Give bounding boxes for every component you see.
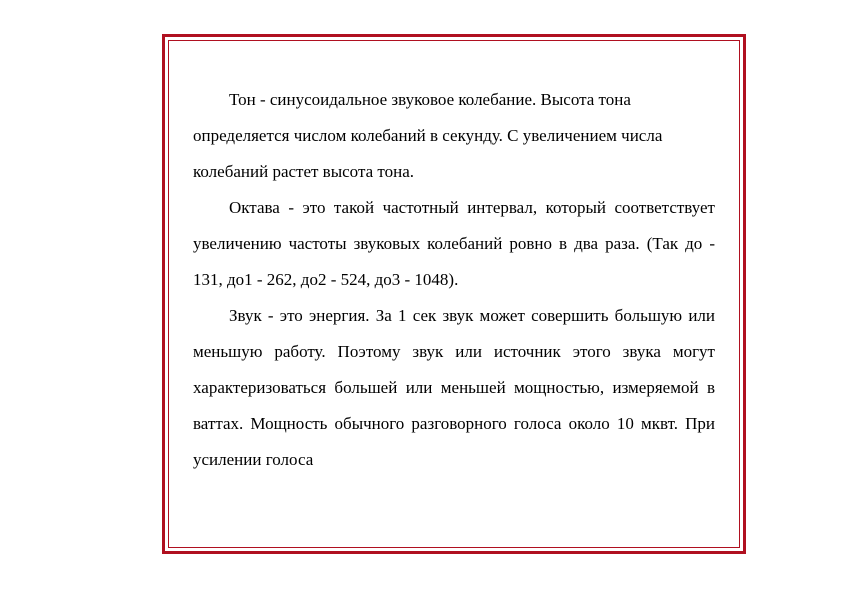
document-body (193, 82, 715, 527)
paragraph-tone: Тон - синусоидальное звуковое колебание. Высота тона определяется числом колебаний в секунду. С увеличением числа колебаний растет высота тона. (193, 90, 663, 181)
paragraph-octave: Октава - это такой частотный интервал, который соответствует увеличению частоты звуковых колебаний ровно в два раза. (Так до - 131, до1 - 262, до2 - 524, до3 - 1048). (193, 198, 715, 289)
paragraph-sound-energy: Звук - это энергия. За 1 сек звук может совершить большую или меньшую работу. Поэтому звук или источник этого звука могут характеризоваться большей или меньшей мощностью, измеряемой в ваттах. Мощность обычного разговорного голоса около 10 мквт. При усилении голоса (193, 306, 715, 469)
